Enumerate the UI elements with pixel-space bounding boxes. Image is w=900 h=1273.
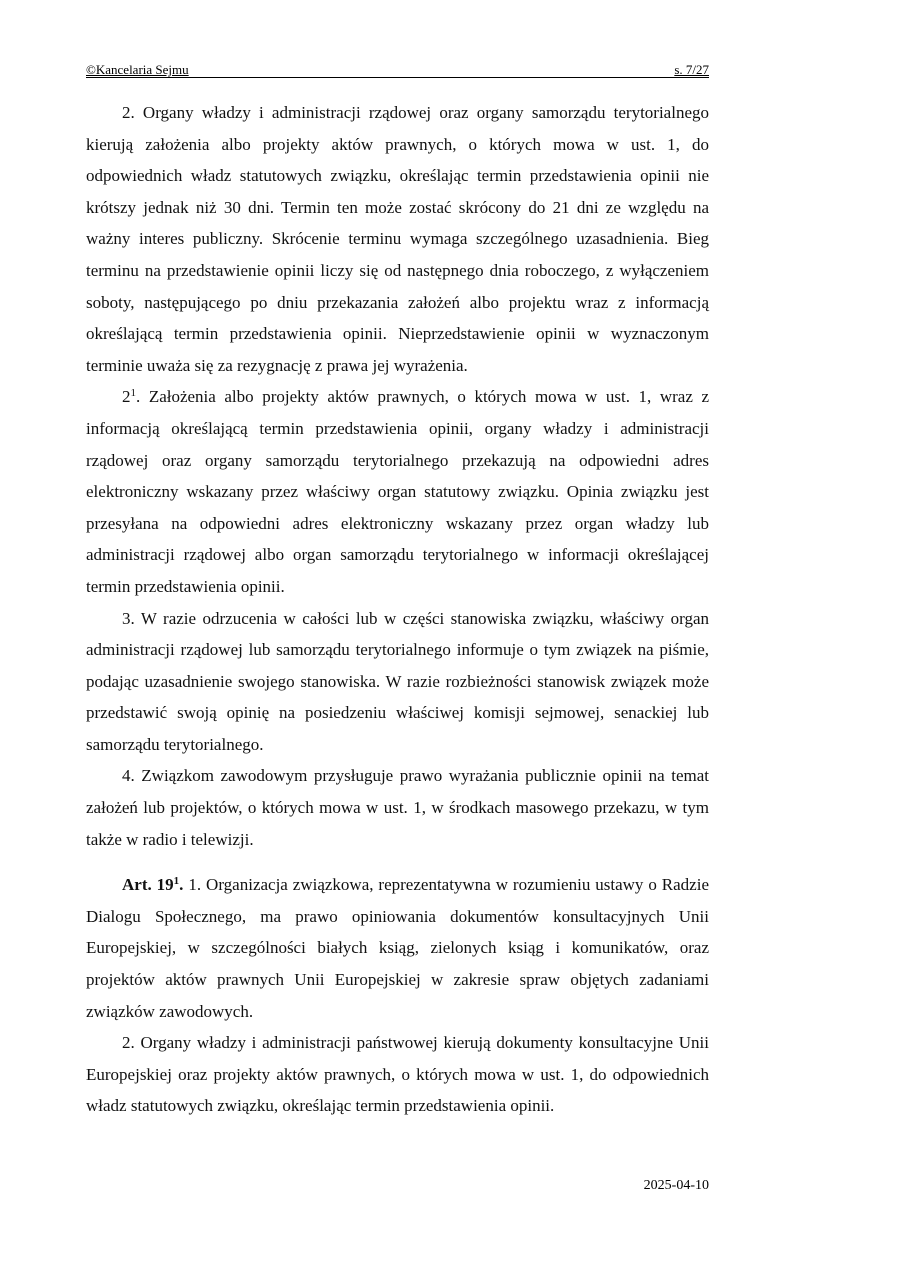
article-heading xyxy=(122,875,183,894)
paragraph-number: 2. xyxy=(122,1033,135,1053)
paragraph-number: 1. xyxy=(188,875,202,895)
publisher-label: ©Kancelaria Sejmu xyxy=(86,62,189,77)
paragraph-number: 2. xyxy=(122,103,135,122)
paragraph-text: Związkom zawodowym przysługuje prawo wyrażania publicznie opinii na temat założeń lub projektów, o których mowa w ust. 1, w środkach masowego przekazu, w tym także w radio i telewizji. xyxy=(86,766,709,849)
paragraph-number-dot: . xyxy=(136,387,141,407)
article-19-1-paragraph-1 xyxy=(86,869,709,1027)
paragraph-text: Organy władzy i administracji państwowej kierują dokumenty konsultacyjne Unii Europejskiej oraz projekty aktów prawnych, o których mowa w ust. 1, do odpowiednich władz statutowych związku, określając termin przedstawienia opinii. xyxy=(86,1033,709,1116)
paragraph-number: 3. xyxy=(122,608,135,628)
document-body xyxy=(86,97,709,1122)
article-label-dot: . xyxy=(179,875,184,895)
page-footer-date: 2025-04-10 xyxy=(643,1178,709,1193)
article-19-1-paragraph-2 xyxy=(86,1027,709,1122)
paragraph-4 xyxy=(86,760,709,855)
paragraph-2-1 xyxy=(86,381,709,602)
paragraph-2 xyxy=(86,97,709,381)
paragraph-number: 4. xyxy=(122,766,135,786)
paragraph-3 xyxy=(86,603,709,761)
paragraph-text: W razie odrzucenia w całości lub w części stanowiska związku, właściwy organ administracji rządowej lub samorządu terytorialnego informuje o tym związek na piśmie, podając uzasadnienie swojego stanowiska. W razie rozbieżności stanowisk związek może przedstawić swoją opinię na posiedzeniu właściwej komisji sejmowej, senackiej lub samorządu terytorialnego. xyxy=(86,608,709,754)
page-header xyxy=(86,60,709,78)
article-superscript: 1 xyxy=(173,875,180,888)
paragraph-text: Założenia albo projekty aktów prawnych, o których mowa w ust. 1, wraz z informacją określającą termin przedstawienia opinii, organy władzy i administracji rządowej oraz organy samorządu terytorialnego przekazują na odpowiedni adres elektroniczny wskazany przez właściwy organ statutowy związku. Opinia związku jest przesyłana na odpowiedni adres elektroniczny wskazany przez organ władzy lub administracji rządowej albo organ samorządu terytorialnego w informacji określającej termin przedstawienia opinii. xyxy=(86,387,709,596)
paragraph-text: Organizacja związkowa, reprezentatywna w rozumieniu ustawy o Radzie Dialogu Społecznego, ma prawo opiniowania dokumentów konsultacyjnych Unii Europejskiej, w szczególności białych ksiąg, zielonych ksiąg i komunikatów, oraz projektów aktów prawnych Unii Europejskiej w zakresie spraw objętych zadaniami związków zawodowych. xyxy=(86,875,709,1021)
page-number: s. 7/27 xyxy=(674,62,709,77)
article-label: Art. 19 xyxy=(122,875,174,895)
paragraph-number: 2 xyxy=(122,387,131,407)
paragraph-text: Organy władzy i administracji rządowej oraz organy samorządu terytorialnego kierują założenia albo projekty aktów prawnych, o których mowa w ust. 1, do odpowiednich władz statutowych związku, określając termin przedstawienia opinii nie krótszy jednak niż 30 dni. Termin ten może zostać skrócony do 21 dni ze względu na ważny interes publiczny. Skrócenie terminu wymaga szczególnego uzasadnienia. Bieg terminu na przedstawienie opinii liczy się od następnego dnia roboczego, z wyłączeniem soboty, następującego po dniu przekazania założeń albo projektu wraz z informacją określającą termin przedstawienia opinii. Nieprzedstawienie opinii w wyznaczonym terminie uważa się za rezygnację z prawa jej wyrażenia. xyxy=(86,103,709,375)
superscript: 1 xyxy=(130,387,136,400)
